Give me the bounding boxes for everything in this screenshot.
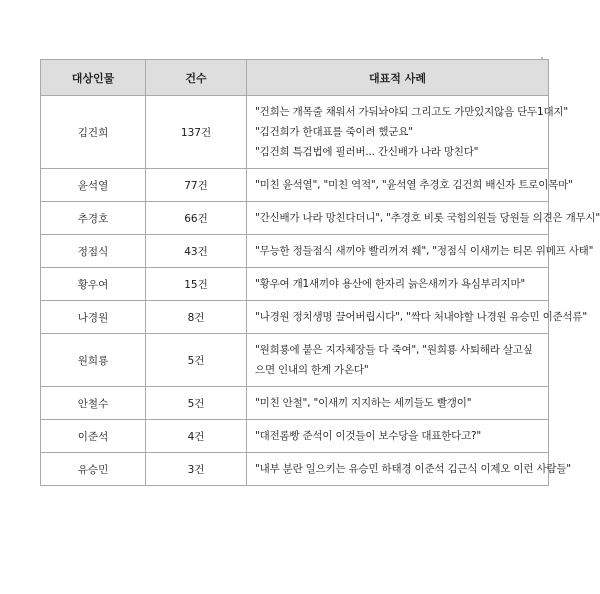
table-row: [41, 301, 549, 334]
row-examples: [247, 202, 600, 235]
example-text: "대전롬빵 준석이 이것들이 보수당을 대표한다고?": [255, 430, 482, 442]
row-examples: [247, 268, 549, 301]
row-name: 황우여: [41, 268, 146, 301]
example-text: "내부 분란 일으키는 유승민 하태경 이준석 김근식 이제오 이런 사람들": [255, 463, 571, 475]
table-header-row: [41, 60, 549, 96]
example-text: "김건희 특검법에 필러버... 간신배가 나라 망친다": [255, 146, 479, 158]
example-text: "미친 안철", "이새끼 지지하는 세끼들도 빨갱이": [255, 397, 472, 409]
row-name: 안철수: [41, 387, 146, 420]
row-name: 정점식: [41, 235, 146, 268]
row-name: 나경원: [41, 301, 146, 334]
example-text: "간신배가 나라 망친다더니", "추경호 비롯 국힘의원들 당원들 의견은 개무시": [255, 212, 600, 224]
row-count: 5건: [146, 334, 247, 387]
row-name: 윤석열: [41, 169, 146, 202]
row-examples: [247, 301, 587, 334]
row-count: 3건: [146, 453, 247, 486]
row-examples: [247, 387, 549, 420]
data-table: [40, 59, 600, 486]
row-examples: [247, 420, 549, 453]
row-examples: [247, 334, 549, 387]
example-text: "황우여 개1새끼야 용산에 한자리 늙은새끼가 욕심부리지마": [255, 278, 526, 290]
row-count: 8건: [146, 301, 247, 334]
table-row: [41, 96, 549, 169]
row-examples: [247, 169, 573, 202]
row-examples: [247, 453, 571, 486]
row-count: 66건: [146, 202, 247, 235]
header-examples: 대표적 사례: [247, 60, 549, 96]
table-row: [41, 202, 549, 235]
header-target: 대상인물: [41, 60, 146, 96]
row-count: 5건: [146, 387, 247, 420]
row-name: 김건희: [41, 96, 146, 169]
example-text: "무능한 정들점식 새끼야 빨리꺼져 쒜", "정점식 이새끼는 티몬 위메프 사태": [255, 245, 594, 257]
row-count: 77건: [146, 169, 247, 202]
row-count: 4건: [146, 420, 247, 453]
row-name: 이준석: [41, 420, 146, 453]
example-text: "미친 윤석열", "미친 역적", "윤석열 추경호 김건희 배신자 트로이목마": [255, 179, 573, 191]
row-name: 유승민: [41, 453, 146, 486]
table-row: [41, 268, 549, 301]
table-row: [41, 453, 549, 486]
row-count: 137건: [146, 96, 247, 169]
example-text: "김건희가 한대표를 죽이려 했군요": [255, 126, 413, 138]
row-count: 15건: [146, 268, 247, 301]
row-examples: [247, 96, 568, 169]
example-text: "건희는 개목줄 채워서 가둬놔야되 그리고도 가만있지않음 단두1대지": [255, 106, 568, 118]
table-row: [41, 169, 549, 202]
example-text: "원희룡에 붙은 지자체장들 다 죽여", "원희룡 사퇴해라 살고싶으면 인내의 한계 가온다": [255, 344, 533, 376]
table-row: [41, 387, 549, 420]
table-row: [41, 235, 549, 268]
row-name: 원희룡: [41, 334, 146, 387]
header-count: 건수: [146, 60, 247, 96]
row-examples: [247, 235, 594, 268]
row-name: 추경호: [41, 202, 146, 235]
example-text: "나경원 정치생명 끌어버립시다", "싹다 처내야할 나경원 유승민 이준석류": [255, 311, 587, 323]
table-row: [41, 334, 549, 387]
row-count: 43건: [146, 235, 247, 268]
table-row: [41, 420, 549, 453]
